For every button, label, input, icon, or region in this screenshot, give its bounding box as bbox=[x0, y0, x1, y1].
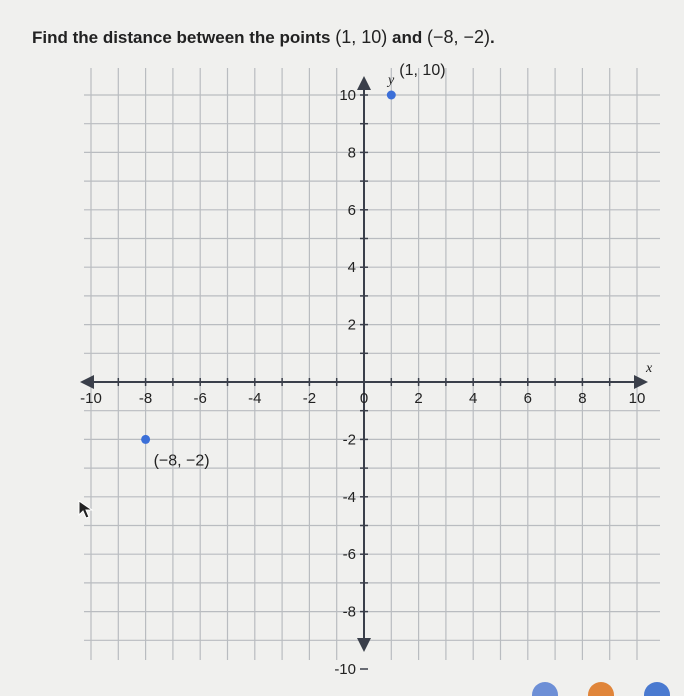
y-tick-label: 8 bbox=[347, 144, 356, 162]
y-tick-label: 4 bbox=[347, 259, 356, 277]
plotted-point bbox=[141, 435, 150, 444]
x-tick-label: 2 bbox=[414, 390, 423, 407]
x-tick-label: 10 bbox=[628, 390, 646, 407]
x-tick-label: 6 bbox=[523, 390, 532, 407]
x-tick-label: -2 bbox=[302, 390, 317, 407]
point-b-text: (−8, −2) bbox=[426, 27, 490, 47]
axes bbox=[80, 76, 648, 669]
x-tick-label: 0 bbox=[359, 390, 369, 407]
mouse-cursor-icon bbox=[78, 500, 94, 520]
bottom-toolbar bbox=[532, 682, 670, 696]
y-tick-label: -8 bbox=[342, 603, 356, 621]
grid-lines bbox=[84, 68, 660, 660]
plotted-point bbox=[387, 91, 396, 100]
y-tick-label: -6 bbox=[342, 546, 356, 564]
question-suffix: . bbox=[490, 28, 495, 47]
x-tick-label: -6 bbox=[193, 390, 207, 407]
bottom-icon-3[interactable] bbox=[644, 682, 670, 696]
x-axis-arrow-left bbox=[80, 375, 94, 389]
x-axis-label: x bbox=[646, 361, 653, 376]
y-tick-label: -10 bbox=[334, 661, 356, 678]
point-label: (1, 10) bbox=[399, 62, 446, 79]
point-a-text: (1, 10) bbox=[335, 27, 388, 47]
bottom-icon-1[interactable] bbox=[532, 682, 558, 696]
x-tick-label: 4 bbox=[469, 390, 478, 407]
x-tick-label: -4 bbox=[248, 390, 262, 407]
question-prefix: Find the distance between the points bbox=[32, 28, 331, 47]
y-tick-label: 6 bbox=[347, 201, 356, 219]
y-tick-label: -2 bbox=[342, 431, 356, 449]
x-tick-label: -10 bbox=[80, 390, 102, 407]
x-tick-label: 8 bbox=[578, 390, 587, 407]
y-tick-label: -4 bbox=[342, 488, 356, 506]
x-axis-arrow-right bbox=[634, 375, 648, 389]
question-joiner: and bbox=[391, 28, 423, 47]
y-tick-label: 2 bbox=[347, 316, 356, 334]
y-axis-arrow-up bbox=[357, 76, 371, 90]
y-axis-label: y bbox=[388, 73, 395, 88]
point-label: (−8, −2) bbox=[153, 452, 210, 470]
bottom-icon-2[interactable] bbox=[588, 682, 614, 696]
x-tick-label: -8 bbox=[138, 390, 153, 407]
y-tick-label: 10 bbox=[339, 87, 356, 104]
